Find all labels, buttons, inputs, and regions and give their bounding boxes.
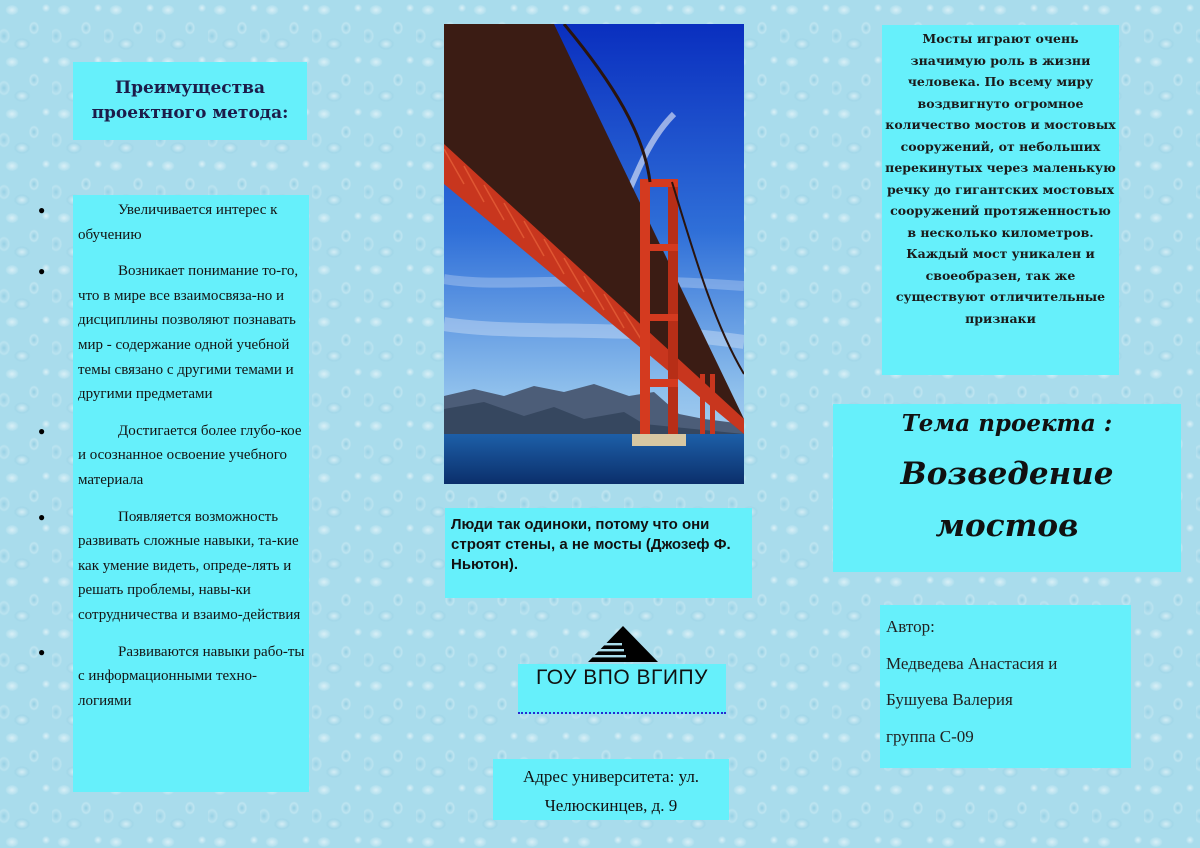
- topic-label: Тема проекта :: [901, 410, 1113, 437]
- bullet-icon: ●: [38, 264, 46, 279]
- author-names-line-2: Бушуева Валерия: [886, 690, 1013, 709]
- address-box: [493, 759, 729, 820]
- bullet-icon: ●: [38, 203, 46, 217]
- list-item: ● Появляется возможность развивать сложные навыки, та-кие как умение видеть, опреде-лять и решать проблемы, навы-ки сотрудничества и взаимо-действия: [78, 505, 305, 628]
- intro-box: [882, 25, 1119, 375]
- quote-text: Люди так одиноки, потому что они строят стены, а не мосты (Джозеф Ф. Ньютон).: [451, 516, 731, 573]
- advantages-list: [38, 198, 305, 713]
- advantages-heading-text: Преимущества проектного метода:: [91, 78, 289, 123]
- quote-box: [445, 508, 752, 598]
- org-name: [518, 664, 726, 714]
- topic-title: Возведение мостов: [900, 456, 1114, 544]
- author-label: Автор:: [886, 617, 935, 636]
- org-name-text: ГОУ ВПО ВГИПУ: [536, 666, 708, 689]
- list-item: ● Возникает понимание то-го, что в мире все взаимосвяза-но и дисциплины позволяют познавать мир - содержание одной учебной темы связано с другими темами и другими предметами: [78, 259, 305, 407]
- bullet-icon: ●: [38, 509, 46, 524]
- advantages-list-panel: [38, 195, 309, 792]
- bullet-icon: ●: [38, 423, 46, 438]
- bridge-photo: [444, 24, 744, 484]
- bullet-icon: ●: [38, 644, 46, 659]
- list-item: ● Развиваются навыки рабо-ты с информационными техно-логиями: [78, 640, 305, 714]
- intro-text: Мосты играют очень значимую роль в жизни человека. По всему миру воздвигнуто огромное количество мостов и мостовых сооружений, от небольших перекинутых через маленькую речку до гигантских мостовых сооружений протяженностью в несколько километров. Каждый мост уникален и своеобразен, так же существуют отличительные признаки: [885, 31, 1116, 326]
- advantages-heading: [73, 62, 307, 140]
- author-names-line-1: Медведева Анастасия и: [886, 653, 1058, 673]
- author-box: [880, 605, 1131, 768]
- topic-box: [833, 404, 1181, 572]
- list-item: ● Увеличивается интерес к обучению: [78, 198, 305, 247]
- list-item: ● Достигается более глубо-кое и осознанное освоение учебного материала: [78, 419, 305, 493]
- address-text: Адрес университета: ул. Челюскинцев, д. 9: [522, 767, 700, 815]
- university-logo-icon: [588, 626, 658, 662]
- author-group: группа С-09: [886, 726, 974, 746]
